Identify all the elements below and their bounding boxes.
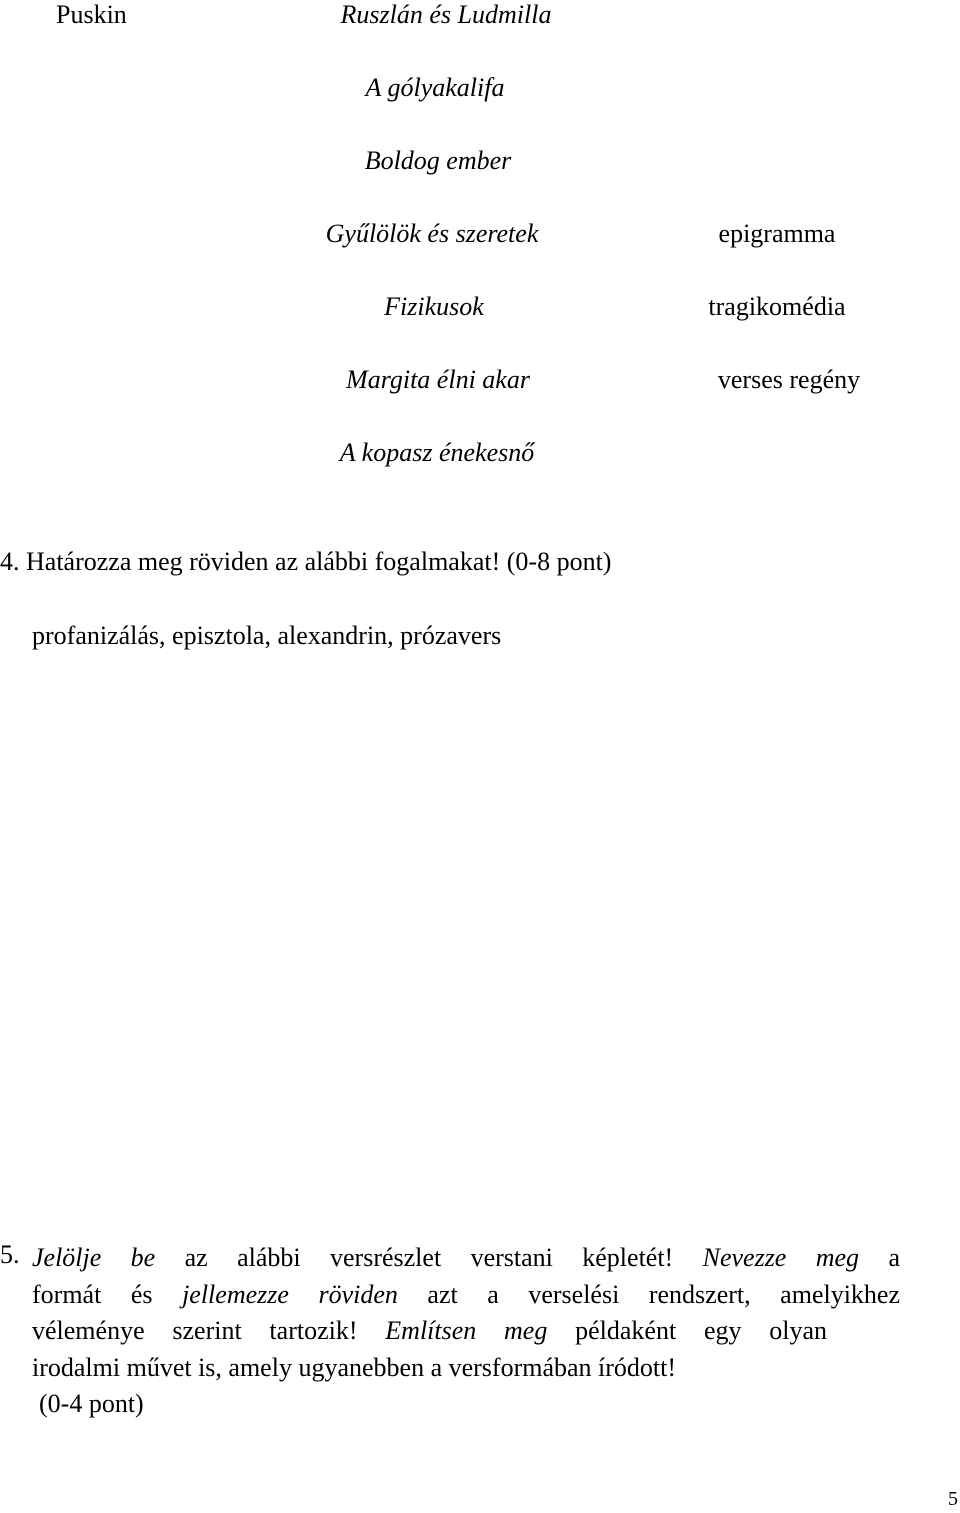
question-number: 4.	[0, 547, 20, 576]
work-title: Boldog ember	[364, 146, 512, 175]
work-title: Margita élni akar	[346, 365, 530, 394]
work-title: Fizikusok	[384, 292, 484, 321]
genre-label: verses regény	[717, 365, 861, 394]
work-title: A gólyakalifa	[365, 73, 505, 102]
text-run: véleménye szerint tartozik!	[32, 1316, 358, 1345]
question-points: (0-8 pont)	[506, 547, 612, 576]
page-number: 5	[948, 1488, 958, 1510]
question-5-points: (0-4 pont)	[39, 1389, 144, 1418]
genre-label: epigramma	[718, 219, 836, 248]
emphasis: Nevezze meg	[702, 1243, 860, 1272]
question-5-line-2	[32, 1277, 900, 1314]
emphasis: Említsen meg	[385, 1316, 548, 1345]
emphasis: Jelölje be	[32, 1243, 156, 1272]
emphasis: jellemezze röviden	[182, 1279, 398, 1309]
answer-space	[0, 670, 960, 1230]
text-run: azt a verselési rendszert, amelyikhez	[427, 1279, 901, 1309]
text-run: példaként egy olyan	[575, 1316, 828, 1345]
question-4-terms: profanizálás, episztola, alexandrin, prózavers	[32, 621, 502, 650]
work-title: Ruszlán és Ludmilla	[340, 0, 552, 29]
work-title: A kopasz énekesnő	[339, 438, 535, 467]
question-4-prompt	[0, 547, 611, 577]
text-run: formát és	[32, 1279, 153, 1309]
question-5-line-1	[32, 1240, 900, 1277]
text-run: a	[888, 1243, 900, 1272]
author-name: Puskin	[56, 0, 127, 29]
question-number: 5.	[0, 1240, 20, 1269]
question-5-line-4: irodalmi művet is, amely ugyanebben a versformában íródott!	[32, 1352, 677, 1382]
question-5	[32, 1240, 900, 1423]
work-title: Gyűlölök és szeretek	[325, 219, 539, 248]
question-instruction: Határozza meg röviden az alábbi fogalmakat!	[26, 547, 501, 576]
genre-label: tragikomédia	[708, 292, 846, 321]
question-5-line-3	[32, 1313, 827, 1350]
text-run: az alábbi versrészlet verstani képletét!	[184, 1243, 674, 1272]
